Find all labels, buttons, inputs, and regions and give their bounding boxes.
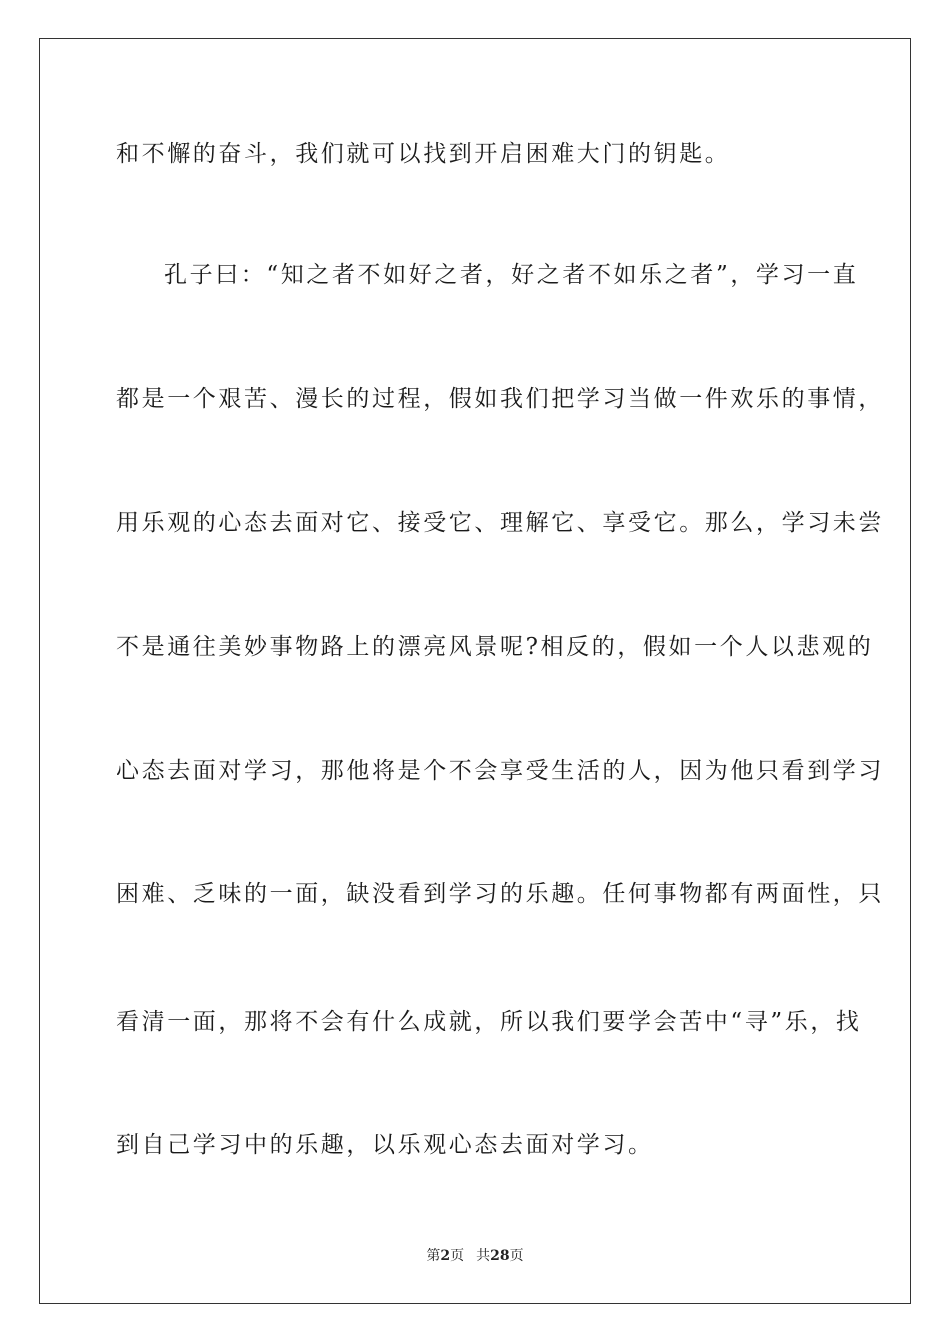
text-line-1: 和不懈的奋斗，我们就可以找到开启困难大门的钥匙。 bbox=[116, 141, 731, 167]
total-suffix: 页 bbox=[509, 1248, 524, 1264]
text-line-9: 到自己学习中的乐趣，以乐观心态去面对学习。 bbox=[116, 1132, 654, 1158]
text-line-5: 不是通往美妙事物路上的漂亮风景呢?相反的，假如一个人以悲观的 bbox=[116, 634, 874, 660]
total-prefix: 共 bbox=[476, 1248, 491, 1264]
page-number: 2 bbox=[440, 1248, 451, 1264]
text-line-7: 困难、乏味的一面，缺没看到学习的乐趣。任何事物都有两面性，只 bbox=[116, 881, 884, 907]
text-line-6: 心态去面对学习，那他将是个不会享受生活的人，因为他只看到学习 bbox=[116, 758, 884, 784]
page-prefix: 第 bbox=[426, 1248, 441, 1264]
total-pages: 28 bbox=[490, 1248, 510, 1264]
text-line-2: 孔子曰：“知之者不如好之者，好之者不如乐之者”，学习一直 bbox=[164, 262, 859, 288]
page-footer bbox=[0, 1247, 950, 1265]
page-suffix: 页 bbox=[450, 1248, 465, 1264]
page-border bbox=[39, 38, 911, 1304]
text-line-3: 都是一个艰苦、漫长的过程，假如我们把学习当做一件欢乐的事情， bbox=[116, 386, 884, 412]
text-line-8: 看清一面，那将不会有什么成就，所以我们要学会苦中“寻”乐，找 bbox=[116, 1009, 862, 1035]
text-line-4: 用乐观的心态去面对它、接受它、理解它、享受它。那么，学习未尝 bbox=[116, 510, 884, 536]
